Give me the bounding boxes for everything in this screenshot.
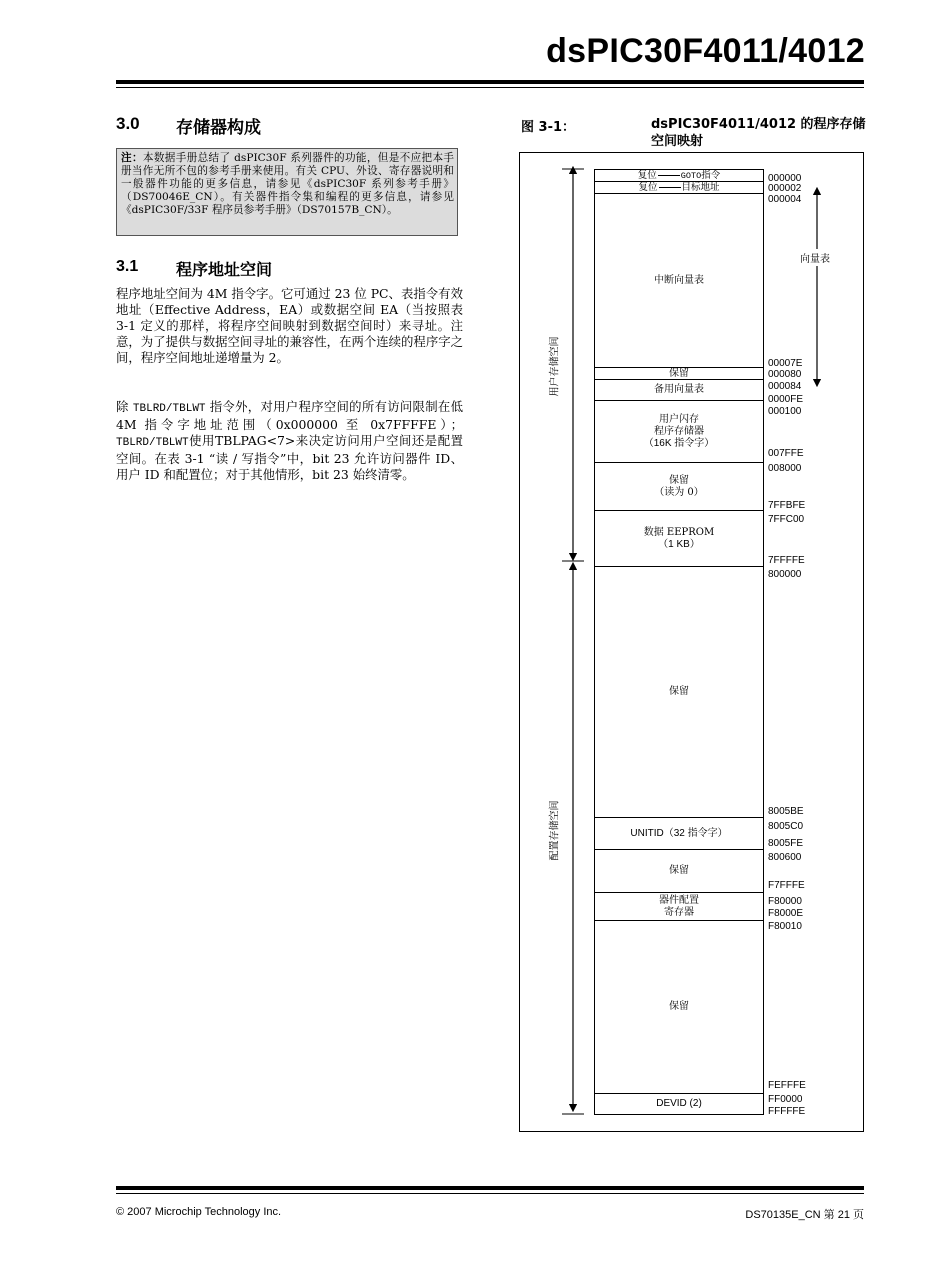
cell-reserved-read-zero-line1: 保留 [668,474,689,486]
addr-F8000E: F8000E [768,908,804,919]
addr-000080: 000080 [768,369,802,380]
paragraph-1: 程序地址空间为 4M 指令字。它可通过 23 位 PC、表指令有效地址（Effective Address，EA）或数据空间 EA（当按照表 3-1 定义的那样，将程序空间映射到数据空间时）来寻址。注意，为了提供与数据空间寻址的兼容性，在两个连续的程序字之间，程序空间地址递增量为 2。 [116,286,463,365]
section-3-0-title: 存储器构成 [176,118,261,138]
cell-devid-text: DEVID (2) [656,1098,702,1109]
addr-800600: 800600 [768,852,802,863]
addr-F80010: F80010 [768,921,802,932]
paragraph-2-code-1: TBLRD/TBLWT [132,403,206,415]
addr-8005BE: 8005BE [768,806,804,817]
paragraph-2-c: 使用TBLPAG<7>来决定访问用户空间还是配置空间。在表 3-1 “读 / 写指令”中，bit 23 允许访问器件 ID、用户 ID 和配置位；对于其他情形，bit 23 始终清零。 [116,433,463,482]
section-3-0-number: 3.0 [116,114,140,133]
paragraph-2-a: 除 [116,399,133,414]
cell-reserved-read-zero-line2: （读为 0） [654,486,704,498]
addr-F7FFFE: F7FFFE [768,880,805,891]
addr-7FFFFE: 7FFFFE [768,555,805,566]
vector-table-label: 向量表 [800,249,830,266]
footer-copyright: © 2007 Microchip Technology Inc. [116,1206,282,1218]
cell-interrupt-vector-table-text: 中断向量表 [654,274,704,286]
addr-000002: 000002 [768,183,802,194]
cell-reset-target-a: 复位 [638,181,658,193]
cell-device-config-line1: 器件配置 [659,894,699,906]
addr-008000: 008000 [768,463,802,474]
cell-device-config-line2: 寄存器 [664,906,694,918]
figure-label: 图 3-1： [521,120,576,135]
cell-alt-vector-table-text: 备用向量表 [654,384,704,395]
addr-007FFE: 007FFE [768,448,804,459]
addr-000000: 000000 [768,173,802,184]
config-space-label: 配置存储空间 [544,801,563,861]
note-text: 本数据手册总结了 dsPIC30F 系列器件的功能，但是不应把本手册当作无所不包的参考手册来使用。有关 CPU、外设、寄存器说明和一般器件功能的更多信息，请参见《dsPIC30F 系列参考手册》（DS70046E_CN）。有关器件指令集和编程的更多信息，请参见《dsPIC30F/33F 程序员参考手册》（DS70157B_CN）。 [121,152,455,216]
section-3-1-number: 3.1 [116,258,139,275]
config-space-range-arrow [562,566,584,1114]
cell-reset-target-b: 目标地址 [681,181,720,193]
paragraph-2-code-2: TBLRD/TBLWT [116,437,189,449]
cell-reserved-3-text: 保留 [669,865,689,876]
cell-reserved-1-text: 保留 [669,367,689,379]
figure-title: dsPIC30F4011/4012 的程序存储空间映射 [651,117,866,149]
cell-data-eeprom-line1: 数据 EEPROM [643,526,715,538]
cell-reserved-4-text: 保留 [669,1001,689,1012]
addr-FF0000: FF0000 [768,1094,803,1105]
cell-user-flash-line3: （16K 指令字） [643,437,715,449]
addr-F80000: F80000 [768,896,802,907]
cell-data-eeprom-line2: （1 KB） [658,538,700,550]
addr-000004: 000004 [768,194,802,205]
addr-0000FE: 0000FE [768,394,804,405]
document-title: dsPIC30F4011/4012 [546,32,865,70]
addr-800000: 800000 [768,569,802,580]
cell-user-flash-line2: 程序存储器 [653,425,704,437]
addr-8005FE: 8005FE [768,838,804,849]
cell-unitid-text: UNITID（32 指令字） [630,827,728,839]
addr-000084: 000084 [768,381,802,392]
cell-reserved-large-text: 保留 [669,686,689,697]
user-space-label: 用户存储空间 [544,337,563,397]
addr-FFFFFE: FFFFFE [768,1106,806,1117]
addr-7FFC00: 7FFC00 [768,514,805,525]
cell-user-flash-line1: 用户闪存 [658,413,699,425]
footer-rule-thick [116,1186,864,1190]
footer-document-number: DS70135E_CN 第 21 页 [745,1209,864,1221]
user-space-range-arrow [562,169,584,561]
cell-reset-goto-c: 指令 [701,169,721,181]
footer-rule-thin [116,1193,864,1194]
addr-00007E: 00007E [768,358,803,369]
addr-000100: 000100 [768,406,802,417]
cell-reset-goto-a: 复位 [637,169,657,181]
addr-7FFBFE: 7FFBFE [768,500,806,511]
cell-reset-goto-b: GOTO [680,170,702,181]
paragraph-2-b: 指令外，对用户程序空间的所有访问限制在低 4M 指令字地址范围（0x000000 至 0x7FFFFE）； [116,399,463,432]
addr-8005C0: 8005C0 [768,821,804,832]
note-label: 注： [121,152,143,164]
section-3-1-title: 程序地址空间 [176,260,273,279]
addr-FEFFFE: FEFFFE [768,1080,806,1091]
